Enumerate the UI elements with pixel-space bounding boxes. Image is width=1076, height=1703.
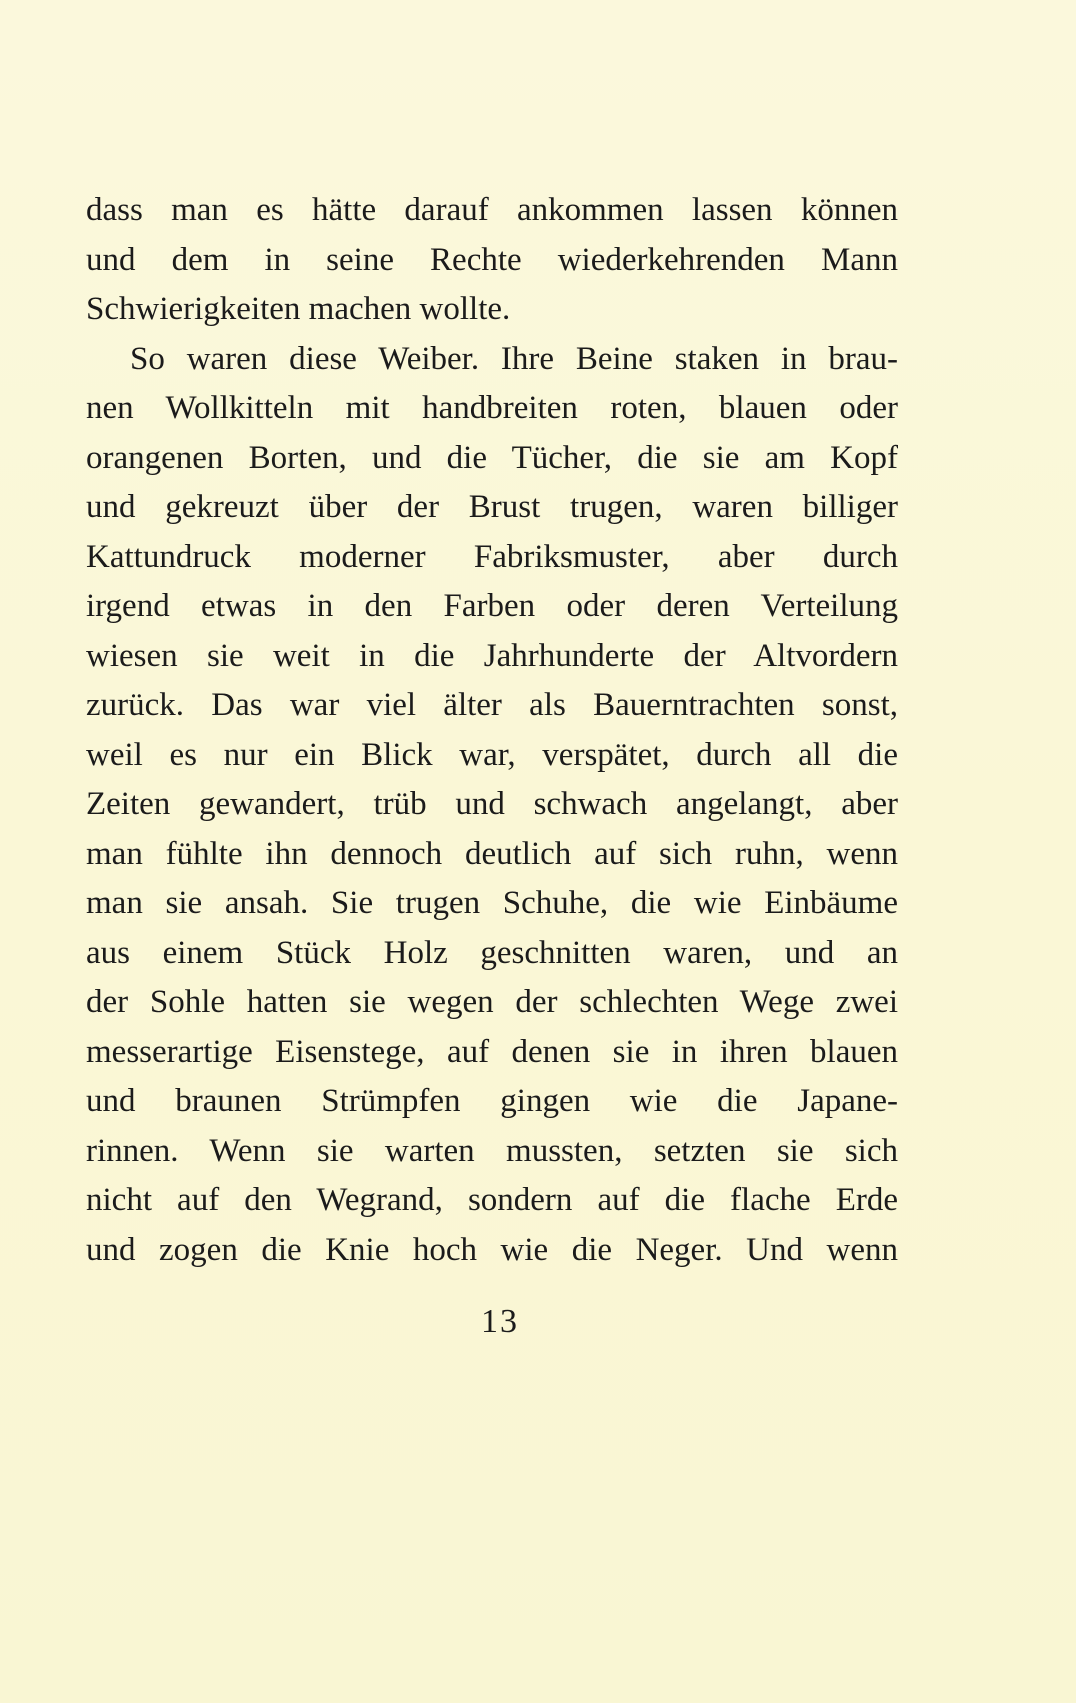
text-line: und gekreuzt über der Brust trugen, waren billiger xyxy=(86,489,898,525)
text-line: nen Wollkitteln mit handbreiten roten, blauen oder xyxy=(86,390,898,426)
text-line: orangenen Borten, und die Tücher, die sie am Kopf xyxy=(86,439,898,476)
body-text xyxy=(86,186,898,1275)
text-line: der Sohle hatten sie wegen der schlechten Wege zwei xyxy=(86,984,898,1020)
text-line: man sie ansah. Sie trugen Schuhe, die wie Einbäume xyxy=(86,885,898,921)
text-line: wiesen sie weit in die Jahrhunderte der Altvordern xyxy=(86,637,898,674)
text-line: und zogen die Knie hoch wie die Neger. Und wenn xyxy=(86,1231,898,1268)
text-line: Kattundruck moderner Fabriksmuster, aber durch xyxy=(86,538,898,575)
text-line: messerartige Eisenstege, auf denen sie in ihren blauen xyxy=(86,1033,898,1070)
text-line: aus einem Stück Holz geschnitten waren, und an xyxy=(86,934,898,971)
text-line: Schwierigkeiten machen wollte. xyxy=(86,291,511,327)
text-line: rinnen. Wenn sie warten mussten, setzten sie sich xyxy=(86,1132,898,1169)
text-line: irgend etwas in den Farben oder deren Verteilung xyxy=(86,588,898,624)
text-line: zurück. Das war viel älter als Bauerntrachten sonst, xyxy=(86,687,898,723)
text-line: weil es nur ein Blick war, verspätet, durch all die xyxy=(86,736,898,773)
text-line: man fühlte ihn dennoch deutlich auf sich ruhn, wenn xyxy=(86,835,898,872)
text-line: nicht auf den Wegrand, sondern auf die flache Erde xyxy=(86,1182,898,1218)
text-line: Zeiten gewandert, trüb und schwach angelangt, aber xyxy=(86,786,898,822)
text-line: dass man es hätte darauf ankommen lassen können xyxy=(86,192,898,228)
text-line: und dem in seine Rechte wiederkehrenden Mann xyxy=(86,241,898,278)
page-number: 13 xyxy=(481,1303,519,1340)
paragraph-start-line: So waren diese Weiber. Ihre Beine staken in brau- xyxy=(130,340,898,377)
text-line: und braunen Strümpfen gingen wie die Japane- xyxy=(86,1083,898,1119)
